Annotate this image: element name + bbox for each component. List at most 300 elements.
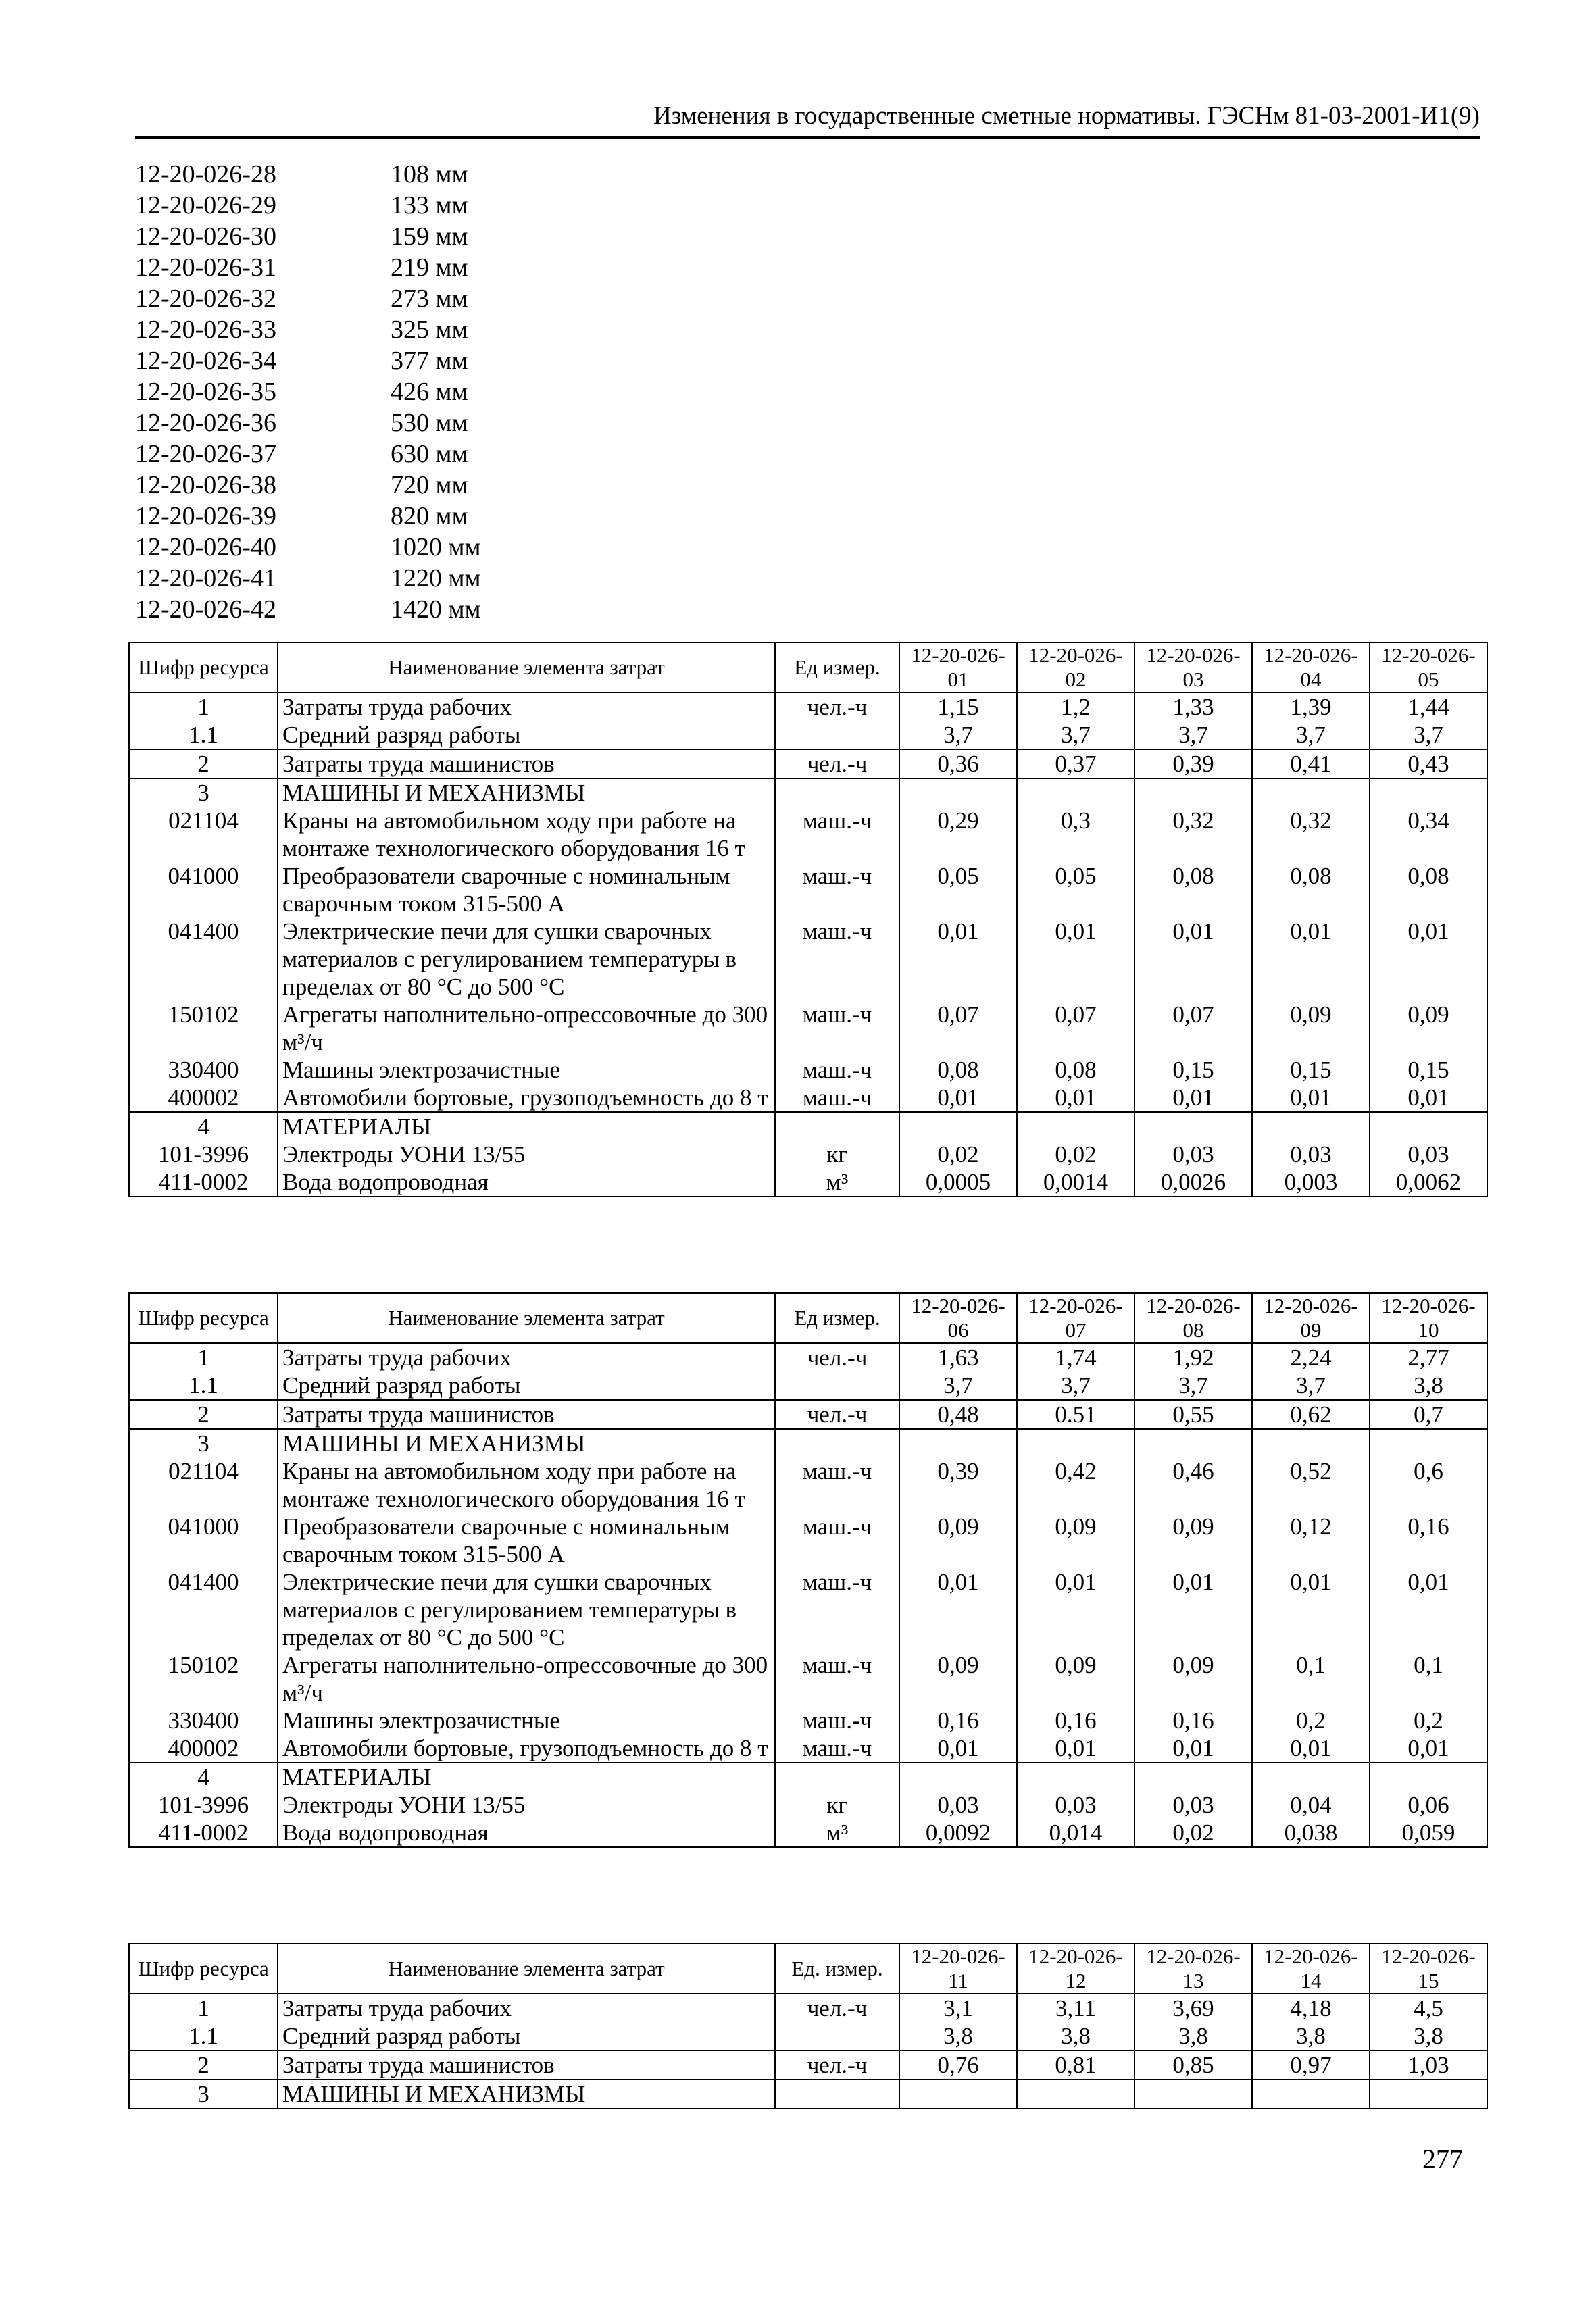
norm-value: 0,0092: [899, 1819, 1017, 1847]
norm-code: 12-20-026-41: [135, 564, 276, 593]
norm-value: 0,15: [1370, 1056, 1487, 1084]
unit: чел.-ч: [775, 749, 899, 778]
norm-value: [1134, 778, 1252, 807]
cost-element-name: Затраты труда машинистов: [278, 1400, 775, 1429]
norm-value: 0,09: [1370, 1001, 1487, 1056]
norm-value: 0,08: [899, 1056, 1017, 1084]
cost-element-name: Автомобили бортовые, грузоподъемность до 8 т: [278, 1734, 775, 1763]
header-resource-code: Шифр ресурса: [129, 1944, 278, 1994]
norm-value: 0,003: [1252, 1168, 1370, 1197]
norm-value: 0,32: [1134, 807, 1252, 862]
resource-code: 400002: [129, 1734, 278, 1763]
resource-code: 041400: [129, 917, 278, 1001]
norm-value: 0,01: [1134, 917, 1252, 1001]
cost-element-name: Автомобили бортовые, грузоподъемность до 8 т: [278, 1084, 775, 1112]
unit: [775, 1372, 899, 1400]
norm-value: 0,09: [1017, 1513, 1134, 1568]
unit: маш.-ч: [775, 1056, 899, 1084]
table-row: [129, 1791, 1487, 1819]
header-cost-element-name: Наименование элемента затрат: [278, 1293, 775, 1343]
norm-value: 0,01: [1134, 1084, 1252, 1112]
norm-value: 3,7: [899, 1372, 1017, 1400]
norm-value: 2,24: [1252, 1343, 1370, 1372]
norm-value: 3,8: [1370, 2022, 1487, 2051]
header-unit: Ед измер.: [775, 643, 899, 693]
cost-element-name: Вода водопроводная: [278, 1168, 775, 1197]
norm-value: 3,7: [1017, 1372, 1134, 1400]
header-norm-code: 12-20-026-13: [1134, 1944, 1252, 1994]
norm-value: 1,33: [1134, 693, 1252, 721]
norm-value: 2,77: [1370, 1343, 1487, 1372]
resource-code: 3: [129, 2080, 278, 2109]
norm-value: 0,01: [1252, 1084, 1370, 1112]
norm-value: 0,42: [1017, 1457, 1134, 1513]
resource-code: 1.1: [129, 2022, 278, 2051]
header-cost-element-name: Наименование элемента затрат: [278, 643, 775, 693]
norm-value: 0,04: [1252, 1791, 1370, 1819]
code-list-row: [135, 438, 481, 470]
resource-code: 4: [129, 1112, 278, 1140]
norm-value: 0,01: [899, 1084, 1017, 1112]
norm-value: [1370, 1763, 1487, 1791]
header-norm-code: 12-20-026-15: [1370, 1944, 1487, 1994]
norm-value: [1134, 1429, 1252, 1457]
norm-code: 12-20-026-42: [135, 595, 276, 624]
norm-value: 0,03: [1134, 1791, 1252, 1819]
code-list-row: [135, 252, 481, 283]
norm-value: 0,16: [899, 1707, 1017, 1734]
norm-value: 0,48: [899, 1400, 1017, 1429]
unit: [775, 2080, 899, 2109]
norm-value: 0,05: [899, 862, 1017, 917]
norm-value: [1017, 778, 1134, 807]
norm-value: 0,03: [1134, 1140, 1252, 1168]
header-norm-code: 12-20-026-05: [1370, 643, 1487, 693]
norm-value: 0,32: [1252, 807, 1370, 862]
norm-value: 4,18: [1252, 1994, 1370, 2022]
code-list-row: [135, 159, 481, 190]
code-list-row: [135, 532, 481, 563]
table-row: [129, 2051, 1487, 2080]
norm-value: 0,08: [1017, 1056, 1134, 1084]
pipe-diameter: 720 мм: [391, 471, 468, 499]
norm-value: 0,12: [1252, 1513, 1370, 1568]
norm-value: 0,09: [1134, 1651, 1252, 1707]
norm-code: 12-20-026-38: [135, 471, 276, 499]
norm-value: 0,07: [899, 1001, 1017, 1056]
norm-value: 1,39: [1252, 693, 1370, 721]
code-list-row: [135, 594, 481, 625]
norm-value: 3,7: [1134, 1372, 1252, 1400]
norm-value: 0,62: [1252, 1400, 1370, 1429]
norm-value: 0,01: [1252, 1734, 1370, 1763]
code-list-row: [135, 563, 481, 594]
unit: чел.-ч: [775, 1994, 899, 2022]
unit: маш.-ч: [775, 807, 899, 862]
norm-value: 0,43: [1370, 749, 1487, 778]
table-row: [129, 2022, 1487, 2051]
pipe-diameter: 1220 мм: [391, 564, 481, 593]
cost-element-name: Электрические печи для сушки сварочных материалов с регулированием температуры в пределах от 80 °С до 500 °С: [278, 917, 775, 1001]
table-row: [129, 2080, 1487, 2109]
unit: маш.-ч: [775, 1001, 899, 1056]
table-row: [129, 778, 1487, 807]
norm-value: 0,81: [1017, 2051, 1134, 2080]
norm-code: 12-20-026-33: [135, 316, 276, 344]
cost-element-name: Краны на автомобильном ходу при работе на монтаже технологического оборудования 16 т: [278, 1457, 775, 1513]
table-row: [129, 1429, 1487, 1457]
unit: маш.-ч: [775, 1651, 899, 1707]
resource-code: 400002: [129, 1084, 278, 1112]
norm-value: 0,02: [899, 1140, 1017, 1168]
norm-table-2: [128, 1292, 1488, 1848]
unit: чел.-ч: [775, 1343, 899, 1372]
norm-value: 0,16: [1017, 1707, 1134, 1734]
norm-value: 3,8: [1017, 2022, 1134, 2051]
norm-value: 0,03: [899, 1791, 1017, 1819]
norm-value: 0,16: [1370, 1513, 1487, 1568]
norm-value: 0,01: [1017, 917, 1134, 1001]
norm-value: [1370, 2080, 1487, 2109]
norm-value: [1370, 1429, 1487, 1457]
cost-element-name: Преобразователи сварочные с номинальным сварочным током 315-500 А: [278, 1513, 775, 1568]
cost-element-name: Затраты труда рабочих: [278, 1343, 775, 1372]
resource-code: 330400: [129, 1056, 278, 1084]
table-row: [129, 1513, 1487, 1568]
norm-value: 0,6: [1370, 1457, 1487, 1513]
resource-code: 2: [129, 749, 278, 778]
norm-code: 12-20-026-31: [135, 253, 276, 282]
table-row: [129, 1707, 1487, 1734]
norm-code: 12-20-026-39: [135, 502, 276, 530]
norm-value: [899, 2080, 1017, 2109]
norm-value: [1134, 1112, 1252, 1140]
norm-value: 0,0005: [899, 1168, 1017, 1197]
norm-value: 3,7: [899, 721, 1017, 749]
cost-element-name: Агрегаты наполнительно-опрессовочные до 300 м³/ч: [278, 1001, 775, 1056]
pipe-diameter: 1420 мм: [391, 595, 481, 624]
resource-code: 041000: [129, 1513, 278, 1568]
pipe-diameter: 377 мм: [391, 347, 468, 375]
norm-value: [899, 1763, 1017, 1791]
header-norm-code: 12-20-026-06: [899, 1293, 1017, 1343]
resource-code: 1: [129, 1343, 278, 1372]
norm-value: 3,1: [899, 1994, 1017, 2022]
cost-element-name: Электроды УОНИ 13/55: [278, 1140, 775, 1168]
table-row: [129, 1168, 1487, 1197]
norm-value: 0,014: [1017, 1819, 1134, 1847]
code-list-row: [135, 314, 481, 345]
norm-value: 0,01: [1017, 1084, 1134, 1112]
table-row: [129, 1819, 1487, 1847]
cost-element-name: Средний разряд работы: [278, 2022, 775, 2051]
resource-code: 1.1: [129, 1372, 278, 1400]
unit: маш.-ч: [775, 1513, 899, 1568]
pipe-diameter: 108 мм: [391, 160, 468, 188]
resource-code: 1.1: [129, 721, 278, 749]
norm-value: 0,038: [1252, 1819, 1370, 1847]
table-row: [129, 1372, 1487, 1400]
norm-value: 0,01: [1370, 917, 1487, 1001]
norm-value: [1252, 1112, 1370, 1140]
norm-value: 0,059: [1370, 1819, 1487, 1847]
norm-table-3: [128, 1943, 1488, 2109]
norm-value: [899, 778, 1017, 807]
resource-code: 101-3996: [129, 1140, 278, 1168]
norm-value: 1,92: [1134, 1343, 1252, 1372]
norm-code: 12-20-026-28: [135, 160, 276, 188]
resource-code: 1: [129, 1994, 278, 2022]
unit: маш.-ч: [775, 1707, 899, 1734]
resource-code: 330400: [129, 1707, 278, 1734]
norm-code: 12-20-026-30: [135, 222, 276, 251]
cost-element-name: МАТЕРИАЛЫ: [278, 1763, 775, 1791]
pipe-diameter: 133 мм: [391, 191, 468, 220]
table-row: [129, 1763, 1487, 1791]
norm-value: 0,09: [1017, 1651, 1134, 1707]
header-norm-code: 12-20-026-12: [1017, 1944, 1134, 1994]
norm-value: [1252, 1763, 1370, 1791]
norm-value: 1,74: [1017, 1343, 1134, 1372]
resource-code: 4: [129, 1763, 278, 1791]
norm-code: 12-20-026-32: [135, 284, 276, 313]
unit: маш.-ч: [775, 917, 899, 1001]
header-resource-code: Шифр ресурса: [129, 643, 278, 693]
norm-value: 0,01: [1134, 1568, 1252, 1651]
unit: [775, 1112, 899, 1140]
resource-code: 041000: [129, 862, 278, 917]
norm-value: 0,36: [899, 749, 1017, 778]
unit: [775, 721, 899, 749]
resource-code: 411-0002: [129, 1819, 278, 1847]
unit: кг: [775, 1140, 899, 1168]
table-row: [129, 693, 1487, 721]
norm-value: 3,7: [1252, 1372, 1370, 1400]
page-header: Изменения в государственные сметные нормативы. ГЭСНм 81-03-2001-И1(9): [135, 101, 1480, 139]
norm-value: 0,85: [1134, 2051, 1252, 2080]
norm-value: 0,1: [1252, 1651, 1370, 1707]
resource-code: 3: [129, 778, 278, 807]
norm-value: [1134, 1763, 1252, 1791]
table-row: [129, 1457, 1487, 1513]
resource-code: 101-3996: [129, 1791, 278, 1819]
norm-value: 3,8: [1134, 2022, 1252, 2051]
norm-value: [1134, 2080, 1252, 2109]
norm-value: 0,08: [1370, 862, 1487, 917]
resource-code: 2: [129, 2051, 278, 2080]
norm-value: 0,01: [899, 917, 1017, 1001]
norm-value: 0,06: [1370, 1791, 1487, 1819]
resource-code: 041400: [129, 1568, 278, 1651]
table-row: [129, 1001, 1487, 1056]
header-norm-code: 12-20-026-02: [1017, 643, 1134, 693]
norm-value: 0,41: [1252, 749, 1370, 778]
norm-value: 0,7: [1370, 1400, 1487, 1429]
norm-code: 12-20-026-40: [135, 533, 276, 561]
unit: чел.-ч: [775, 2051, 899, 2080]
table-row: [129, 1343, 1487, 1372]
norm-value: 0,15: [1134, 1056, 1252, 1084]
norm-value: 0,01: [1252, 917, 1370, 1001]
pipe-diameter: 1020 мм: [391, 533, 481, 561]
cost-element-name: МАШИНЫ И МЕХАНИЗМЫ: [278, 778, 775, 807]
code-list-row: [135, 221, 481, 252]
page-number: 277: [1422, 2144, 1463, 2174]
norm-value: 3,8: [1252, 2022, 1370, 2051]
norm-value: 0,37: [1017, 749, 1134, 778]
header-norm-code: 12-20-026-09: [1252, 1293, 1370, 1343]
header-norm-code: 12-20-026-07: [1017, 1293, 1134, 1343]
pipe-diameter: 273 мм: [391, 284, 468, 313]
resource-code: 1: [129, 693, 278, 721]
cost-element-name: Затраты труда машинистов: [278, 2051, 775, 2080]
table-row: [129, 862, 1487, 917]
unit: маш.-ч: [775, 1457, 899, 1513]
norm-code: 12-20-026-34: [135, 347, 276, 375]
header-norm-code: 12-20-026-14: [1252, 1944, 1370, 1994]
norm-value: 0,01: [1370, 1568, 1487, 1651]
cost-element-name: Вода водопроводная: [278, 1819, 775, 1847]
header-norm-code: 12-20-026-08: [1134, 1293, 1252, 1343]
pipe-diameter: 530 мм: [391, 409, 468, 437]
header-unit: Ед. измер.: [775, 1944, 899, 1994]
resource-code: 021104: [129, 807, 278, 862]
norm-value: [1252, 1429, 1370, 1457]
header-unit: Ед измер.: [775, 1293, 899, 1343]
norm-value: 0,52: [1252, 1457, 1370, 1513]
cost-element-name: Средний разряд работы: [278, 721, 775, 749]
cost-element-name: Затраты труда рабочих: [278, 693, 775, 721]
norm-value: [1252, 778, 1370, 807]
norm-value: 0,0026: [1134, 1168, 1252, 1197]
norm-value: 3,7: [1370, 721, 1487, 749]
norm-value: 3,69: [1134, 1994, 1252, 2022]
table-row: [129, 1994, 1487, 2022]
norm-value: 0,09: [899, 1651, 1017, 1707]
norm-value: 0,76: [899, 2051, 1017, 2080]
norm-value: 0,3: [1017, 807, 1134, 862]
table-row: [129, 917, 1487, 1001]
norm-value: [1017, 2080, 1134, 2109]
code-list-row: [135, 501, 481, 532]
norm-code: 12-20-026-35: [135, 378, 276, 406]
norm-value: 0,01: [1017, 1734, 1134, 1763]
cost-element-name: Затраты труда рабочих: [278, 1994, 775, 2022]
pipe-diameter: 325 мм: [391, 316, 468, 344]
norm-value: 4,5: [1370, 1994, 1487, 2022]
cost-element-name: Агрегаты наполнительно-опрессовочные до 300 м³/ч: [278, 1651, 775, 1707]
norm-value: [1252, 2080, 1370, 2109]
norm-value: 0,03: [1252, 1140, 1370, 1168]
code-list-row: [135, 190, 481, 221]
norm-value: 0,03: [1017, 1791, 1134, 1819]
table-row: [129, 749, 1487, 778]
norm-value: [1370, 1112, 1487, 1140]
norm-value: [899, 1112, 1017, 1140]
norm-value: 0,0014: [1017, 1168, 1134, 1197]
norm-code: 12-20-026-29: [135, 191, 276, 220]
norm-value: 0,01: [1370, 1734, 1487, 1763]
norm-value: [899, 1429, 1017, 1457]
norm-code: 12-20-026-37: [135, 440, 276, 468]
norm-value: 0,15: [1252, 1056, 1370, 1084]
norm-value: 0,0062: [1370, 1168, 1487, 1197]
norm-value: 0,2: [1370, 1707, 1487, 1734]
cost-element-name: Краны на автомобильном ходу при работе на монтаже технологического оборудования 16 т: [278, 807, 775, 862]
norm-value: 3,7: [1017, 721, 1134, 749]
norm-value: 0,05: [1017, 862, 1134, 917]
code-list-row: [135, 345, 481, 376]
norm-value: 0,07: [1017, 1001, 1134, 1056]
norm-value: 0,02: [1134, 1819, 1252, 1847]
norm-value: 0,01: [1370, 1084, 1487, 1112]
cost-element-name: МАШИНЫ И МЕХАНИЗМЫ: [278, 1429, 775, 1457]
norm-value: 0,09: [1134, 1513, 1252, 1568]
resource-code: 150102: [129, 1651, 278, 1707]
table-row: [129, 1140, 1487, 1168]
unit: [775, 1429, 899, 1457]
norm-value: [1017, 1112, 1134, 1140]
pipe-diameter: 820 мм: [391, 502, 468, 530]
norm-value: 3,7: [1252, 721, 1370, 749]
table-row: [129, 1568, 1487, 1651]
norm-value: 0,29: [899, 807, 1017, 862]
norm-value: 3,7: [1134, 721, 1252, 749]
norm-value: 0,09: [1252, 1001, 1370, 1056]
unit: маш.-ч: [775, 862, 899, 917]
unit: м³: [775, 1168, 899, 1197]
unit: [775, 2022, 899, 2051]
code-list-row: [135, 470, 481, 501]
cost-element-name: Преобразователи сварочные с номинальным сварочным током 315-500 А: [278, 862, 775, 917]
header-cost-element-name: Наименование элемента затрат: [278, 1944, 775, 1994]
cost-element-name: Средний разряд работы: [278, 1372, 775, 1400]
table-row: [129, 1651, 1487, 1707]
unit: маш.-ч: [775, 1734, 899, 1763]
resource-code: 150102: [129, 1001, 278, 1056]
norm-value: 0,34: [1370, 807, 1487, 862]
table-row: [129, 1056, 1487, 1084]
norm-value: 3,8: [899, 2022, 1017, 2051]
norm-value: 0,08: [1252, 862, 1370, 917]
table-row: [129, 721, 1487, 749]
norm-value: 0,1: [1370, 1651, 1487, 1707]
unit: м³: [775, 1819, 899, 1847]
norm-value: [1017, 1763, 1134, 1791]
cost-element-name: МАТЕРИАЛЫ: [278, 1112, 775, 1140]
pipe-diameter: 630 мм: [391, 440, 468, 468]
cost-element-name: Электроды УОНИ 13/55: [278, 1791, 775, 1819]
header-norm-code: 12-20-026-11: [899, 1944, 1017, 1994]
norm-value: 3,11: [1017, 1994, 1134, 2022]
cost-element-name: Машины электрозачистные: [278, 1056, 775, 1084]
norm-value: 0,2: [1252, 1707, 1370, 1734]
unit: чел.-ч: [775, 693, 899, 721]
norm-value: 1,2: [1017, 693, 1134, 721]
norm-value: 0,08: [1134, 862, 1252, 917]
resource-code: 411-0002: [129, 1168, 278, 1197]
code-list-row: [135, 283, 481, 314]
norm-value: 3,8: [1370, 1372, 1487, 1400]
table-row: [129, 807, 1487, 862]
code-list-row: [135, 407, 481, 438]
norm-value: 0,02: [1017, 1140, 1134, 1168]
norm-value: 1,15: [899, 693, 1017, 721]
unit: чел.-ч: [775, 1400, 899, 1429]
norm-value: 0,55: [1134, 1400, 1252, 1429]
table-row: [129, 1400, 1487, 1429]
norm-value: 0,07: [1134, 1001, 1252, 1056]
